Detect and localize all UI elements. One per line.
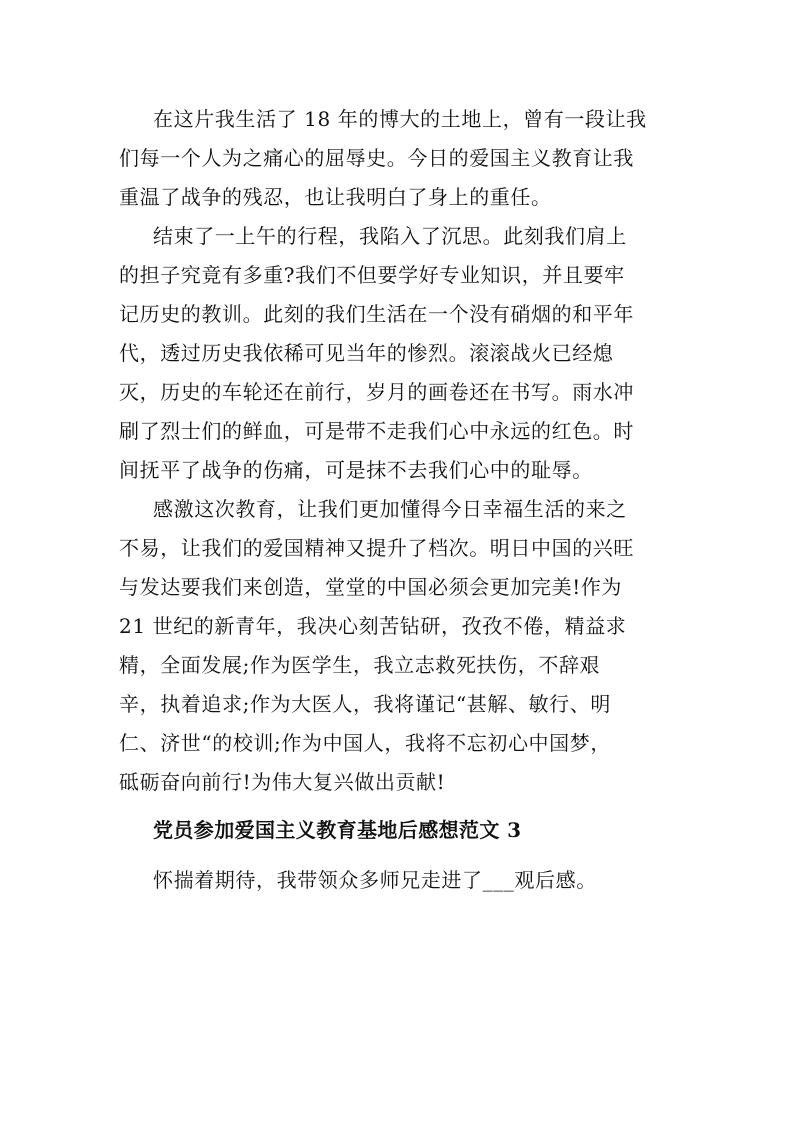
paragraph-line: 精，全面发展;作为医学生，我立志救死扶伤，不辞艰 xyxy=(119,653,601,677)
paragraph-line: 21 世纪的新青年，我决心刻苦钻研，孜孜不倦，精益求 xyxy=(119,614,627,638)
section-heading: 党员参加爱国主义教育基地后感想范文 3 xyxy=(153,818,522,842)
paragraph-line: 刷了烈士们的鲜血，可是带不走我们心中永远的红色。时 xyxy=(119,419,634,443)
paragraph-line: 灭，历史的车轮还在前行，岁月的画卷还在书写。雨水冲 xyxy=(119,380,634,404)
paragraph-line: 与发达要我们来创造，堂堂的中国必须会更加完美!作为 xyxy=(119,575,623,599)
paragraph-line: 辛，执着追求;作为大医人，我将谨记“甚解、敏行、明 xyxy=(119,692,611,716)
paragraph-line: 感激这次教育，让我们更加懂得今日幸福生活的来之 xyxy=(153,497,627,521)
paragraph-line: 记历史的教训。此刻的我们生活在一个没有硝烟的和平年 xyxy=(119,302,634,326)
paragraph-line: 们每一个人为之痛心的屈辱史。今日的爱国主义教育让我 xyxy=(119,146,634,170)
paragraph-line: 的担子究竟有多重?我们不但要学好专业知识，并且要牢 xyxy=(119,263,625,287)
paragraph-line: 不易，让我们的爱国精神又提升了档次。明日中国的兴旺 xyxy=(119,536,634,560)
paragraph-line: 代，透过历史我依稀可见当年的惨烈。滚滚战火已经熄 xyxy=(119,341,614,365)
paragraph-line: 重温了战争的残忍，也让我明白了身上的重任。 xyxy=(119,185,552,209)
paragraph-line: 间抚平了战争的伤痛，可是抹不去我们心中的耻辱。 xyxy=(119,458,593,482)
paragraph-line: 结束了一上午的行程，我陷入了沉思。此刻我们肩上 xyxy=(153,224,627,248)
paragraph-line: 怀揣着期待，我带领众多师兄走进了___观后感。 xyxy=(153,868,597,892)
paragraph-line: 砥砺奋向前行!为伟大复兴做出贡献! xyxy=(119,770,446,794)
paragraph-line: 仁、济世“的校训;作为中国人，我将不忘初心中国梦， xyxy=(119,731,611,755)
paragraph-line: 在这片我生活了 18 年的博大的土地上，曾有一段让我 xyxy=(153,107,647,131)
